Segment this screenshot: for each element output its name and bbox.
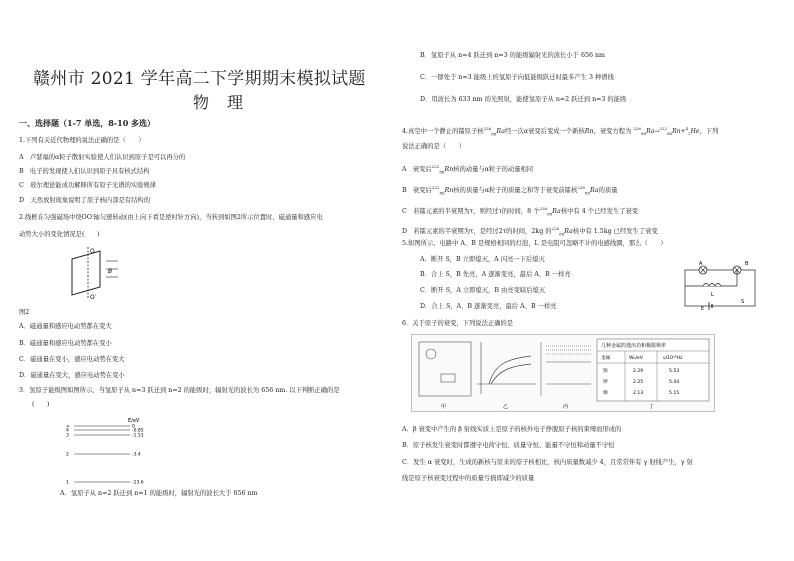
q2-option-b: B．磁通量和感应电动势都在变小 [19,340,112,347]
q6-table-head-0: 金属 [601,356,611,361]
q5-label-s: S [741,299,745,305]
energy-level-e: -3.4 [132,452,141,458]
energy-level-n: 4 [66,428,69,434]
energy-level-e: -0.85 [132,428,144,434]
q3-energy-level-figure [64,414,156,488]
energy-level-e: -1.51 [132,433,144,439]
q1-stem: 1.下列有关近代物理的说法正确的是（ ） [19,137,145,144]
q5-option-b: B．合上 S，B 先亮，A 逐渐变亮，最后 A、B 一样亮 [420,271,571,278]
q2-option-d: D．磁通量在变大，感应电动势在变小 [19,372,125,379]
q1-option-a: A 卢瑟福的α粒子散射实验使人们认识到原子是可以再分的 [19,154,186,161]
q3-option-d: D．用波长为 633 nm 的光照射，能使氢原子从 n=2 跃迁到 n=3 的能级 [420,96,627,103]
q4-option-b: B 衰变后$^{222}_{86}$Rn核的质量与α粒子的质量之和等于衰变前镭核$^{226}_{88}$Ra的质量 [402,185,618,196]
q3-option-c: C．一群处于 n=3 能级上的氢原子向低能级跃迁时最多产生 3 种谱线 [420,74,614,81]
energy-level-e: 0 [132,424,135,430]
q6-table-cell: 铷 [603,391,608,396]
energy-level-n: ∞ [66,424,70,430]
energy-level-n: 3 [66,433,69,439]
q6-stem: 6．关于原子的衰变，下列说法正确的是 [402,320,514,327]
page-title: 赣州市 2021 学年高二下学期期末模拟试题 [33,69,366,89]
q4-option-d: D 若镭元素的半衰期为τ，是经过2τ的时间，2kg 的$^{226}_{88}$Ra核中有 1.5kg 已经发生了衰变 [402,226,658,237]
q3-option-a: A．氢原子从 n=2 跃迁到 n=1 的能级时，辐射光的波长大于 656 nm [60,490,258,497]
q5-stem: 5.如图所示，电路中 A、B 是规格相同的灯泡，L 是电阻可忽略不计的电感线圈，那么（ ） [402,240,667,247]
q6-composite-figure [411,334,715,412]
subject-title: 物理 [193,93,262,112]
q2-label-o-prime: O′ [90,294,97,301]
q4-option-c: C 若镭元素的半衰期为τ，则经过τ的时间，8 个$^{226}_{88}$Ra核中有 4 个已经发生了衰变 [402,206,639,217]
q6-option-c-line1: C．发生 α 衰变时，生成的新核与原来的原子核相比，核内质量数减少 4，且常常伴有 γ 射线产生，γ 射 [402,459,693,466]
q6-label-jia: 甲 [441,404,447,410]
q6-label-bing: 丙 [563,404,569,410]
q6-label-ding: 丁 [649,404,655,410]
q5-label-l: L [711,292,714,298]
q6-table-cell: 2.25 [633,380,644,385]
q6-option-b: B．原子核发生衰变时都遵守电荷守恒、质量守恒、能量不守恒和动量不守恒 [402,442,615,449]
q2-option-a: A．磁通量和感应电动势都在变大 [19,323,112,330]
right-column [397,0,794,561]
q3-stem-line1: 3．氢原子能级图如图所示，当氢原子从 n=3 跃迁到 n=2 的能级时，辐射光的波长为 656 nm. 以下判断正确的是 [19,387,340,394]
q5-option-d: D．合上 S，A、B 逐渐变亮，最后 A、B 一样亮 [420,303,557,310]
q5-label-e: E [701,306,705,310]
energy-level-n: 1 [66,480,69,486]
section-heading: 一、选择题（1-7 单选，8-10 多选） [19,118,156,128]
q1-option-c: C 玻尔理论能成功解释所有原子光谱的实验规律 [19,182,157,189]
q4-stem-line2: 说法正确的是（ ） [402,143,465,150]
q6-table-head-1: W₀/eV [629,356,643,361]
q3-option-b: B．氢原子从 n=4 跃迁到 n=3 的能级辐射光的波长小于 656 nm [420,52,605,59]
q6-label-yi: 乙 [503,404,509,410]
q2-stem-line1: 2.线框在匀强磁场中绕OO′轴匀速转动(由上向下看是逆时针方向)，当转到如图2所示位置时，磁通量和感应电 [19,214,323,221]
q2-coil-figure [60,245,130,301]
q2-option-c: C．磁通量在变小，感应电动势在变大 [19,356,125,363]
q3-unit-label: E/eV [128,418,140,424]
q6-option-c-line2: 线是原子核衰变过程中的质量亏损即减少的质量 [402,475,535,482]
q3-stem-line2: ( ) [32,401,50,408]
energy-level-e: -13.6 [132,480,144,486]
q2-label-b: B [108,268,113,275]
q2-stem-line2: 动势大小的变化情况是( ) [19,231,100,238]
q6-table-cell: 5.53 [669,369,680,374]
q6-option-a: A．β 衰变中产生的 β 射线实质上是原子的核外电子挣脱原子核的束缚而形成的 [402,426,622,433]
q2-figure-caption: 图2 [19,309,30,316]
q1-option-d: D 天然放射现象说明了原子核内部是有结构的 [19,197,150,204]
q6-table-cell: 5.15 [669,391,680,396]
q4-option-a: A 衰变后$^{222}_{86}$Rn核的动量与α粒子的动量相同 [402,164,534,175]
q5-circuit-figure [679,258,761,310]
q6-table-cell: 钠 [603,369,608,374]
energy-level-n: 2 [66,452,69,458]
q5-option-a: A．断开 S，B 立即熄灭，A 闪亮一下后熄灭 [420,256,545,263]
q6-table-title: 几种金属的逸出功和极限频率 [601,343,667,349]
q6-table-cell: 钾 [603,380,608,385]
q5-label-a: A [699,261,703,267]
q5-label-b: B [745,261,749,267]
q1-option-b: B 电子的发现使人们认识到原子具有核式结构 [19,168,150,175]
q6-table-cell: 5.44 [669,380,680,385]
q4-stem-line1: 4.真空中一个静止的镭原子核$^{226}_{88}$Ra经一次α衰变后变成一个新核Rn，衰变方程为 $^{226}_{88}$Ra→$^{222}_{86}$Rn+$^4_2$He，下列 [402,126,719,137]
q2-label-o: O [90,248,95,255]
q6-table-cell: 2.29 [633,369,644,374]
q6-table-cell: 2.13 [633,391,644,396]
q6-table-head-2: ν/10¹⁴Hz [663,356,683,361]
q5-option-c: C．断开 S，A 立即熄灭，B 由亮变暗后熄灭 [420,287,546,294]
